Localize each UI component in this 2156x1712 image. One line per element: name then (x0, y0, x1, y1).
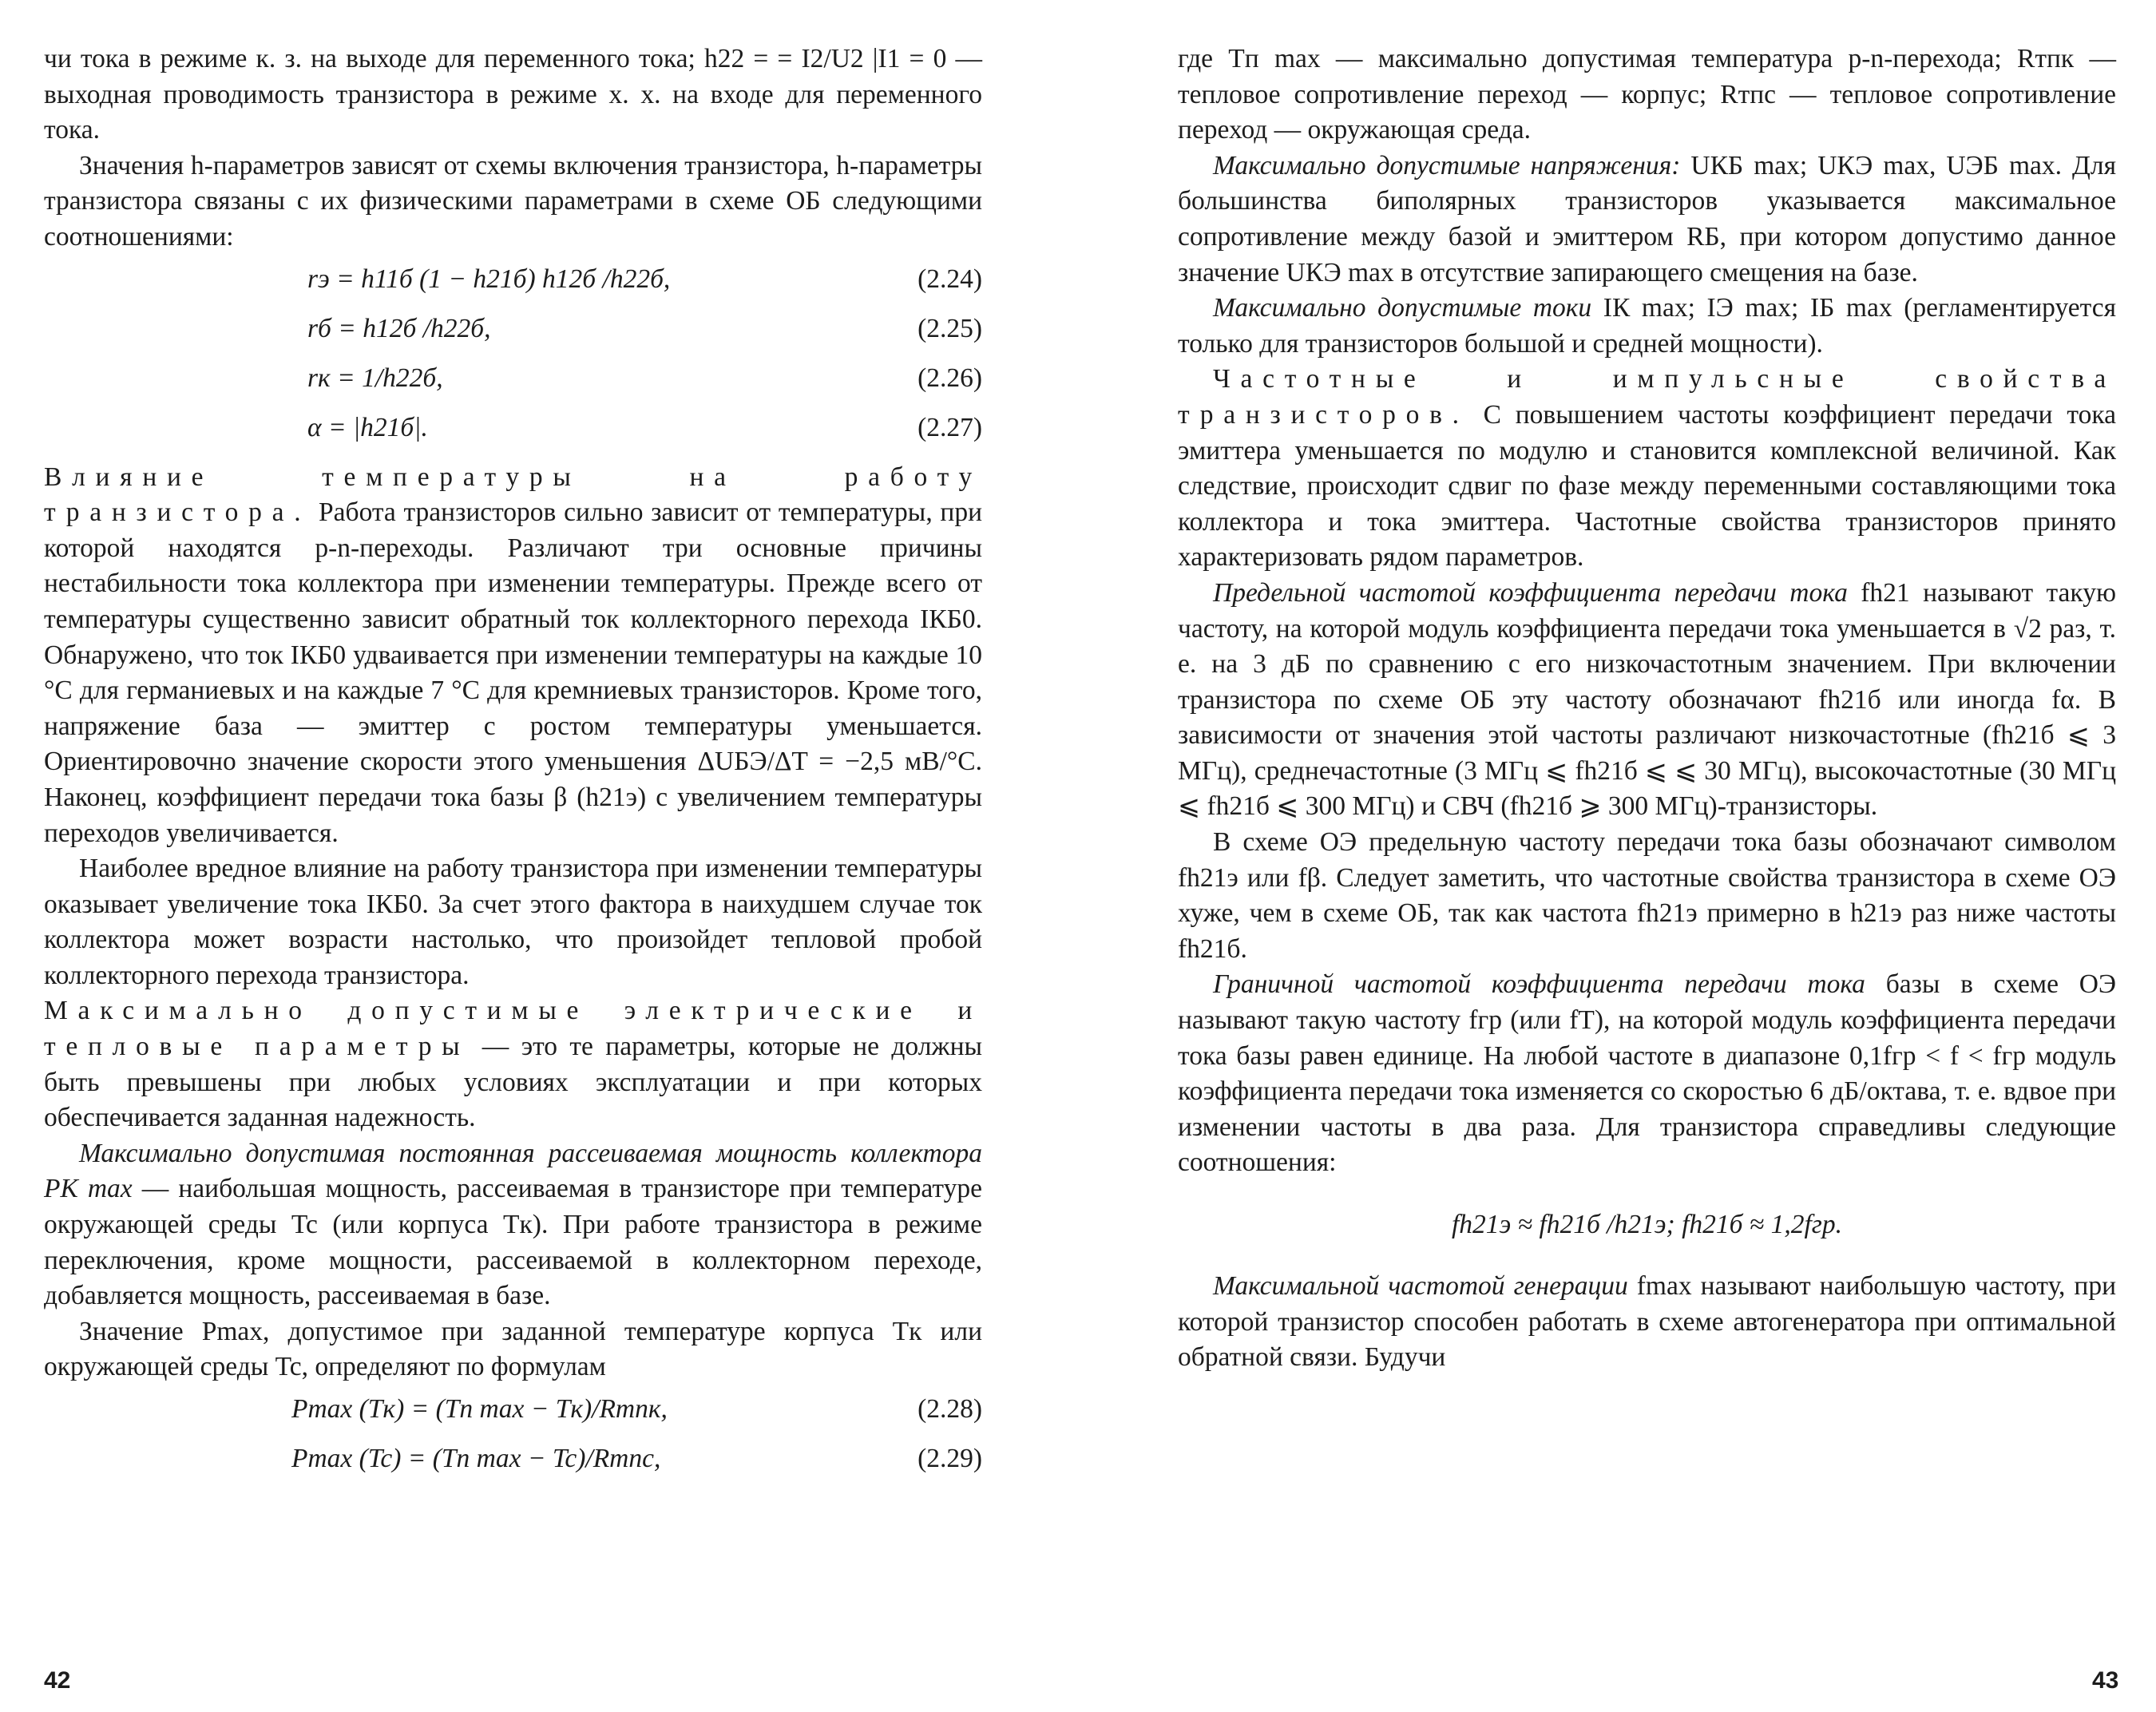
section-heading: Влияние температуры на работу транзистора. (44, 462, 982, 528)
paragraph: Максимально допустимые электрические и тепловые параметры — это те параметры, которые не должны быть превышены при любых условиях эксплуатации и при которых обеспечивается заданная надежность. (44, 996, 983, 1133)
formula-2-29: Pmax (Tc) = (Tп max − Tc)/Rтпс, (2.29) (291, 1444, 982, 1473)
paragraph: В схеме ОЭ предельную частоту передачи тока базы обозначают символом fh21э или fβ. Следует заметить, что частотные свойства транзистора в схеме ОЭ хуже, чем в схеме ОБ, так как частота fh21э примерно в h21э раз ниже частоты fh21б. (1178, 827, 2116, 964)
paragraph: Максимально допустимая постоянная рассеиваемая мощность коллектора PК max — наибольшая мощность, рассеиваемая в транзисторе при температуре окружающей среды Tc (или корпуса Tк). При работе транзистора в режиме переключения, кроме мощности, рассеиваемой в коллекторном переходе, добавляется мощность, рассеиваемая в базе. (44, 1138, 982, 1311)
formula-2-25: rб = h12б /h22б, (2.25) (307, 313, 982, 343)
paragraph: Максимально допустимые токи IК max; IЭ max; IБ max (регламентируется только для транзисторов большой и средней мощности). (1178, 293, 2116, 359)
paragraph: Максимальной частотой генерации fmax называют наибольшую частоту, при которой транзистор способен работать в схеме автогенератора при оптимальной обратной связи. Будучи (1178, 1271, 2116, 1373)
right-page (1178, 42, 2116, 1376)
formula-frequency: fh21э ≈ fh21б /h21э; fh21б ≈ 1,2fгр. (1451, 1210, 1843, 1239)
paragraph: Максимально допустимые напряжения: UКБ max; UКЭ max, UЭБ max. Для большинства биполярных транзисторов указывается максимальное сопротивление между базой и эмиттером RБ, при котором допустимо данное значение UКЭ max в отсутствие запирающего смещения на базе. (1178, 150, 2116, 287)
formula-2-27: α = |h21б|. (2.27) (307, 412, 982, 442)
paragraph: где Tп max — максимально допустимая температура p-n-перехода; Rтпк — тепловое сопротивление переход — корпус; Rтпс — тепловое сопротивление переход — окружающая среда. (1178, 44, 2116, 145)
paragraph: Наиболее вредное влияние на работу транзистора при изменении температуры оказывает увеличение тока IКБ0. За счет этого фактора в наихудшем случае ток коллектора может возрасти настолько, что произойдет тепловой пробой коллекторного перехода транзистора. (44, 854, 982, 990)
page-number-left: 42 (44, 1667, 71, 1694)
formula-2-26: rк = 1/h22б, (2.26) (307, 363, 982, 393)
paragraph: чи тока в режиме к. з. на выходе для переменного тока; h22 = = I2/U2 |I1 = 0 — выходная проводимость транзистора в режиме х. х. на входе для переменного тока. (44, 44, 982, 145)
paragraph: Значения h-параметров зависят от схемы включения транзистора, h-параметры транзистора связаны с их физическими параметрами в схеме ОБ следующими соотношениями: (44, 150, 982, 252)
paragraph: Влияние температуры на работу транзистора. Работа транзисторов сильно зависит от температуры, при которой находятся p-n-переходы. Различают три основные причины нестабильности тока коллектора при изменении температуры. Прежде всего от температуры существенно зависит обратный ток коллекторного перехода IКБ0. Обнаружено, что ток IКБ0 удваивается при изменении температуры на каждые 10 °С для германиевых и на каждые 7 °С для кремниевых транзисторов. Кроме того, напряжение база — эмиттер с ростом температуры уменьшается. Ориентировочно значение скорости этого уменьшения ΔUБЭ/ΔT = −2,5 мВ/°С. Наконец, коэффициент передачи тока базы β (h21э) с увеличением температуры переходов увеличивается. (44, 462, 982, 848)
section-heading: Максимально допустимые электрические и тепловые параметры (44, 996, 982, 1062)
section-heading: Частотные и импульсные свойства транзисторов. (1178, 364, 2116, 430)
page-number-right: 43 (2092, 1667, 2119, 1694)
paragraph: Граничной частотой коэффициента передачи тока базы в схеме ОЭ называют такую частоту fгр (или fT), на которой модуль коэффициента передачи тока базы равен единице. На любой частоте в диапазоне 0,1fгр < f < fгр модуль коэффициента передачи тока изменяется со скоростью 6 дБ/октава, т. е. вдвое при изменении частоты в два раза. Для транзистора справедливы следующие соотношения: (1178, 969, 2116, 1178)
formula-2-28: Pmax (Tк) = (Tп max − Tк)/Rтпк, (2.28) (291, 1394, 982, 1424)
left-page (44, 42, 982, 1491)
paragraph: Частотные и импульсные свойства транзисторов. С повышением частоты коэффициент передачи тока эмиттера уменьшается по модулю и становится комплексной величиной. Как следствие, происходит сдвиг по фазе между переменными составляющими тока коллектора и тока эмиттера. Частотные свойства транзисторов принято характеризовать рядом параметров. (1178, 364, 2116, 573)
paragraph: Предельной частотой коэффициента передачи тока fh21 называют такую частоту, на которой модуль коэффициента передачи тока уменьшается в √2 раз, т. е. на 3 дБ по сравнению с его низкочастотным значением. При включении транзистора по схеме ОБ эту частоту обозначают fh21б или иногда fα. В зависимости от значения этой частоты различают низкочастотные (fh21б ⩽ 3 МГц), среднечастотные (3 МГц ⩽ fh21б ⩽ ⩽ 30 МГц), высокочастотные (30 МГц ⩽ fh21б ⩽ 300 МГц) и СВЧ (fh21б ⩾ 300 МГц)-транзисторы. (1178, 577, 2116, 822)
formula-2-24: rэ = h11б (1 − h21б) h12б /h22б, (2.24) (307, 264, 982, 294)
paragraph: Значение Pmax, допустимое при заданной температуре корпуса Tк или окружающей среды Tc, определяют по формулам (44, 1316, 982, 1382)
